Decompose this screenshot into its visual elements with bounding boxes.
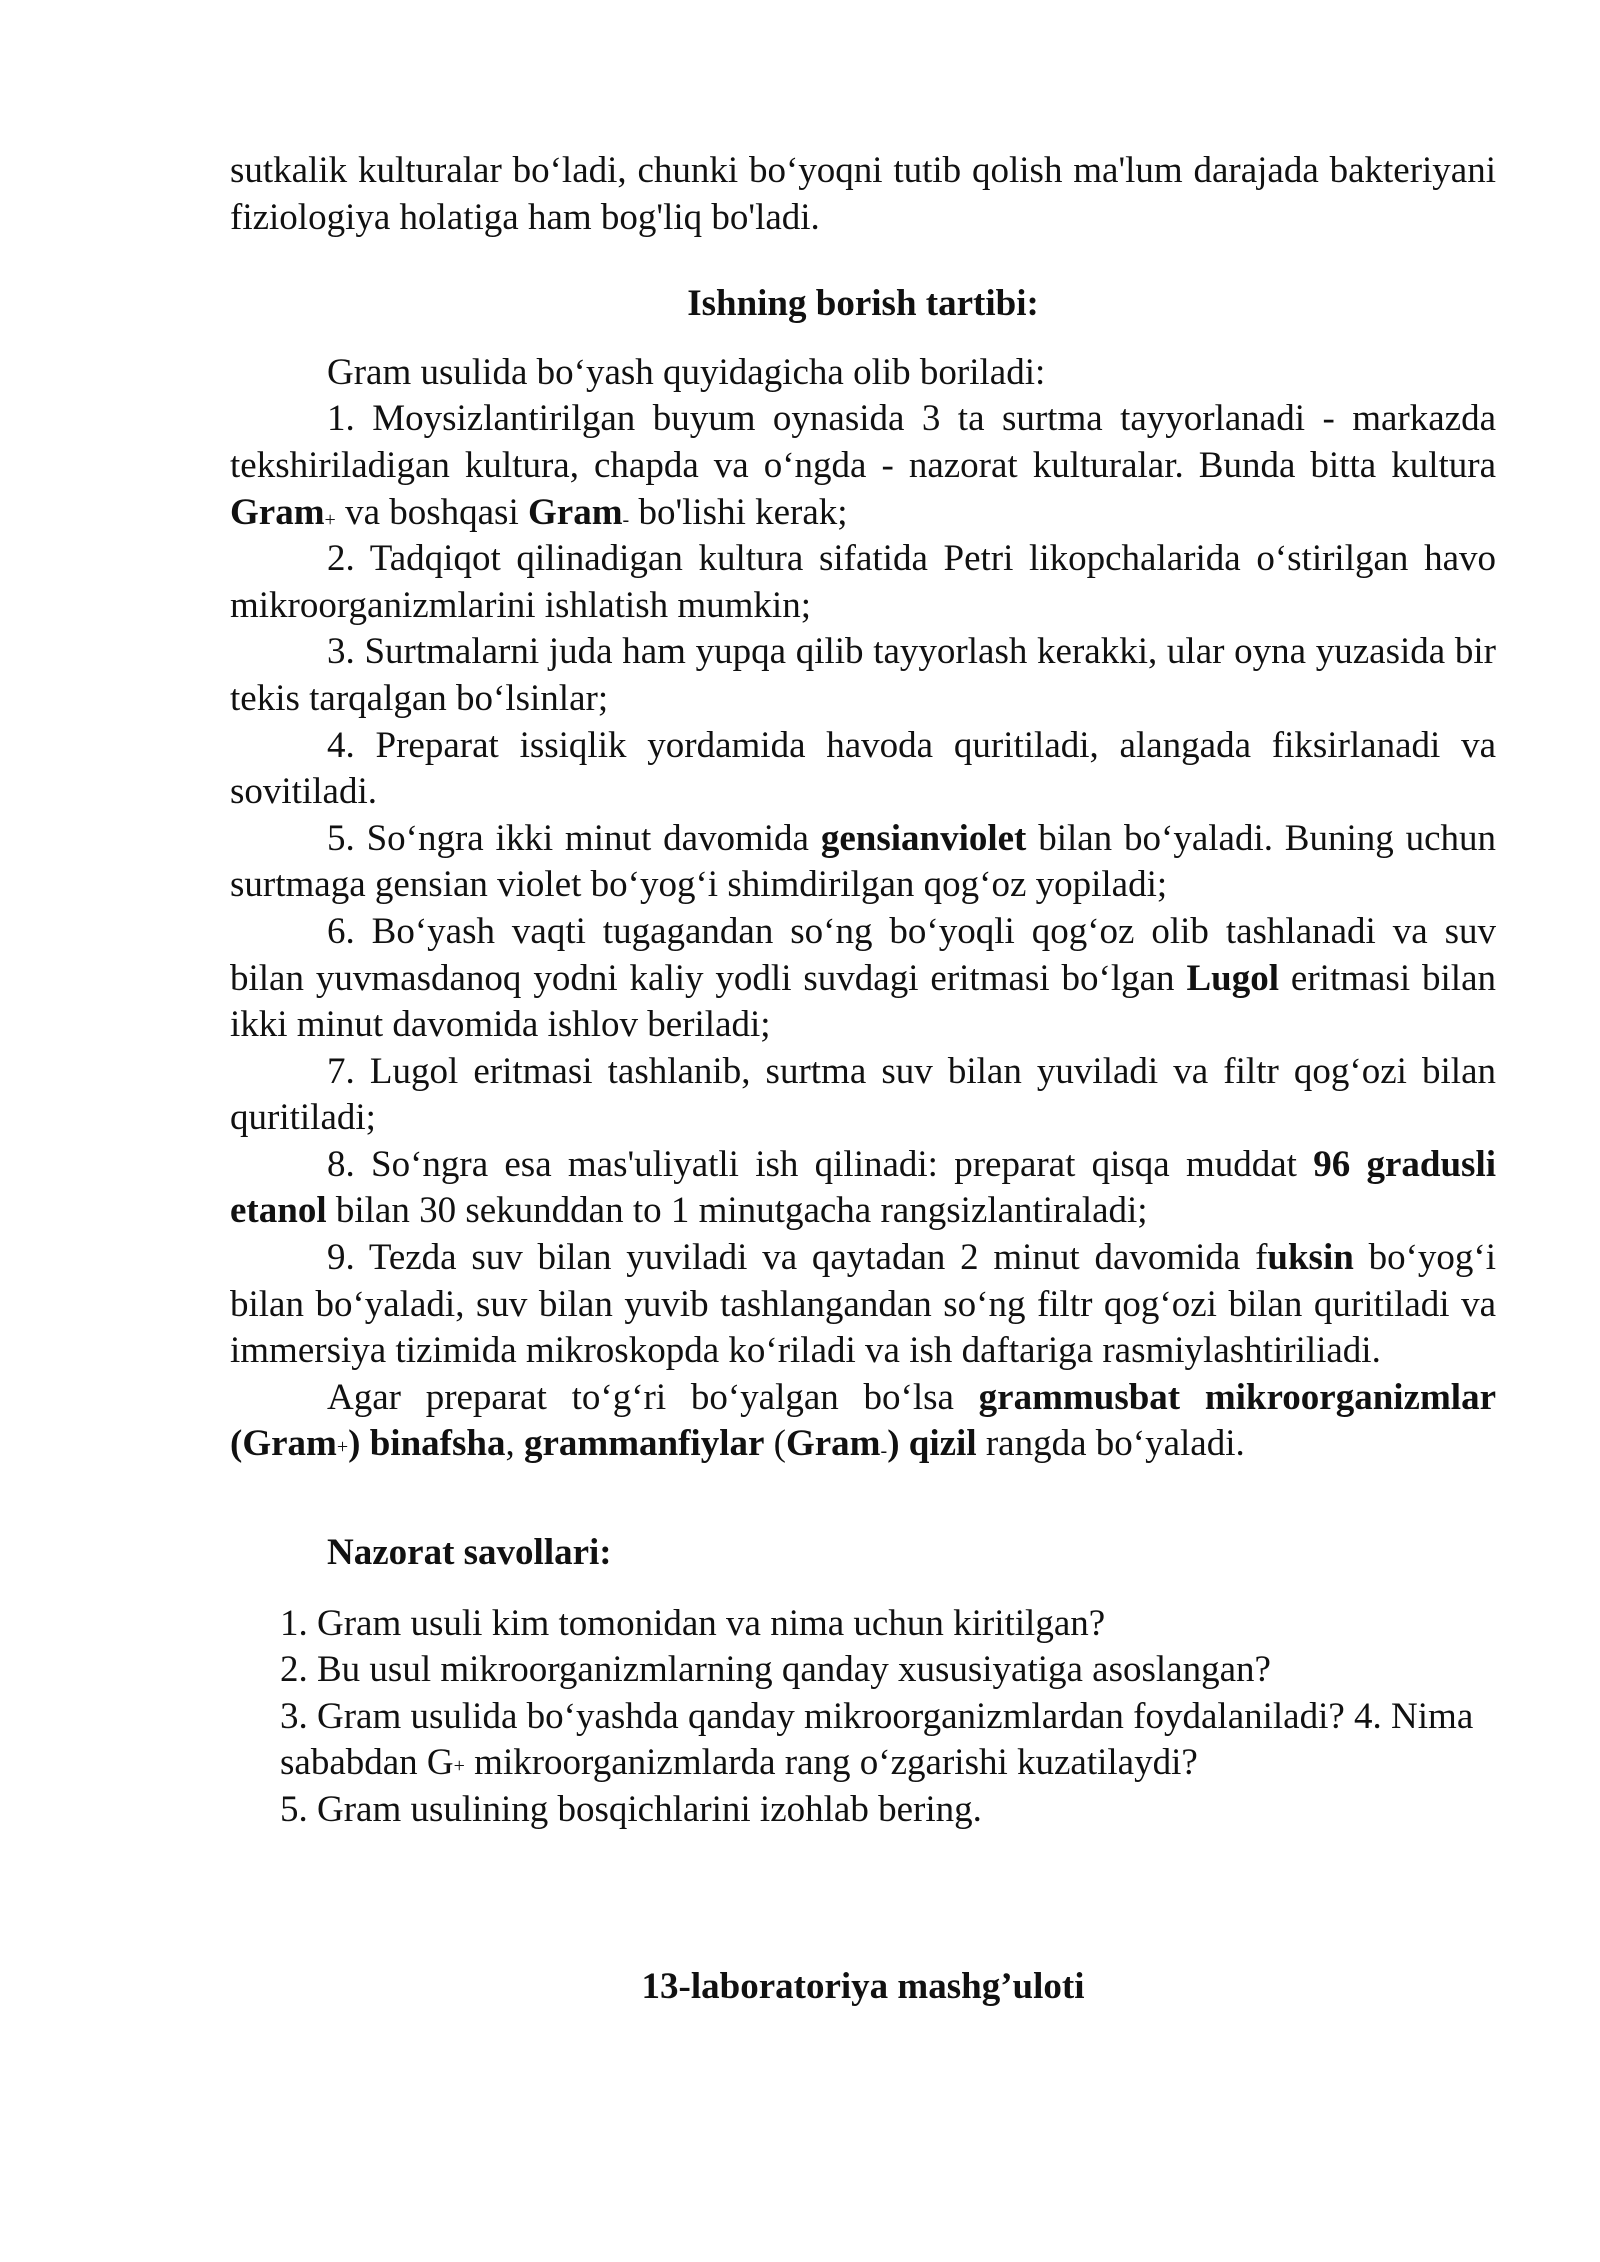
result-text-a: Agar preparat to‘g‘ri bo‘yalgan bo‘lsa — [327, 1376, 979, 1418]
step-1-text-d: bo'lishi kerak; — [629, 491, 848, 533]
etanol-term: 96 gradusli etanol — [230, 1143, 1497, 1232]
question-5: 5. Gram usulining bosqichlarini izohlab bering. — [280, 1789, 982, 1830]
step-9-text-a: 9. Tezda suv bilan yuviladi va qaytadan 2 minut davomida f — [327, 1237, 1268, 1279]
step-5-text-a: 5. So‘ngra ikki minut davomida — [327, 817, 821, 859]
step-8-text-c: bilan 30 sekunddan to 1 minutgacha rangsizlantiraladi; — [326, 1190, 1148, 1232]
step-6-text-c: eritmasi bilan ikki minut davomida ishlov beriladi; — [230, 957, 1496, 1046]
binafsha-term: ) binafsha — [348, 1423, 506, 1465]
intro-paragraph: sutkalik kulturalar bo‘ladi, chunki bo‘yoqni tutib qolish ma'lum darajada bakteriyani fiziologiya holatiga ham bog'liq bo'ladi. — [230, 150, 1496, 238]
step-6-text-a: 6. Bo‘yash vaqti tugagandan so‘ng bo‘yoqli qog‘oz olib tashlanadi va suv bilan yuvmasdanoq yodni kaliy yodli suvdagi eritmasi bo‘lgan — [230, 910, 1496, 999]
lugol-term: Lugol — [1186, 957, 1279, 999]
step-8-text-a: 8. So‘ngra esa mas'uliyatli ish qilinadi: preparat qisqa muddat — [327, 1143, 1314, 1185]
question-4-text-b: mikroorganizmlarda rang o‘zgarishi kuzatilaydi? — [464, 1742, 1198, 1784]
control-questions-list — [280, 1601, 1496, 1834]
step-1-text-a: 1. Moysizlantirilgan buyum oynasida 3 ta surtma tayyorlanadi - markazda tekshiriladigan kultura, chapda va o‘ngda - nazorat kulturalar. Bunda bitta kultura — [230, 398, 1496, 486]
procedure-lead: Gram usulida bo‘yash quyidagicha olib boriladi: — [327, 351, 1046, 393]
procedure-heading: Ishning borish tartibi: — [687, 283, 1039, 325]
grammusbat-term: grammusbat mikroorganizmlar (Gram — [230, 1376, 1496, 1465]
gram-plus-sign: + — [336, 1436, 349, 1459]
step-6 — [230, 909, 1496, 1049]
result-paren: ( — [764, 1423, 786, 1465]
next-section-heading: 13-laboratoriya mashg’uloti — [641, 1965, 1085, 2007]
gensianviolet-term: gensianviolet — [820, 817, 1027, 859]
result-comma: , — [505, 1423, 524, 1465]
question-3-text-a: 3. Gram usulida bo‘yashda qanday mikroorganizmlardan foydalaniladi? 4. Nima sababdan G — [280, 1695, 1474, 1784]
result-paragraph — [230, 1375, 1496, 1468]
step-4: 4. Preparat issiqlik yordamida havoda quritiladi, alangada fiksirlanadi va sovitiladi. — [230, 724, 1496, 813]
grammanfiylar-term: grammanfiylar — [523, 1423, 765, 1465]
step-3: 3. Surtmalarni juda ham yupqa qilib tayyorlash kerakki, ular oyna yuzasida bir tekis tarqalgan bo‘lsinlar; — [230, 631, 1496, 719]
gram-term: Gram — [528, 491, 623, 533]
step-1 — [230, 396, 1496, 536]
gram-plus-sign: + — [324, 508, 336, 531]
step-8 — [230, 1142, 1496, 1235]
gram-plus-sign: + — [453, 1755, 465, 1778]
step-9-text-c: bo‘yog‘i bilan bo‘yaladi, suv bilan yuvib tashlangandan so‘ng filtr qog‘ozi bilan quritiladi va immersiya tizimida mikroskopda ko‘riladi va ish daftariga rasmiylashtiriliadi. — [230, 1237, 1496, 1372]
gram-minus-sign: - — [880, 1440, 888, 1463]
question-1: 1. Gram usuli kim tomonidan va nima uchun kiritilgan? — [280, 1602, 1106, 1644]
gram-term: Gram — [785, 1423, 881, 1465]
step-1-text-c: va boshqasi — [335, 491, 528, 533]
question-2: 2. Bu usul mikroorganizmlarning qanday xususiyatiga asoslangan? — [280, 1649, 1271, 1691]
step-5-text-c: bilan bo‘yaladi. Buning uchun surtmaga gensian violet bo‘yog‘i shimdirilgan qog‘oz yopiladi; — [230, 817, 1496, 906]
document-page — [230, 148, 1496, 2010]
step-5 — [230, 816, 1496, 909]
result-text-e: rangda bo‘yaladi. — [976, 1423, 1245, 1465]
gram-term: Gram — [230, 491, 325, 533]
step-9 — [230, 1235, 1496, 1375]
control-questions-heading: Nazorat savollari: — [327, 1532, 612, 1574]
step-2: 2. Tadqiqot qilinadigan kultura sifatida Petri likopchalarida o‘stirilgan havo mikroorganizmlarini ishlatish mumkin; — [230, 538, 1496, 626]
question-3-4 — [280, 1694, 1496, 1787]
gram-minus-sign: - — [622, 508, 630, 531]
step-7: 7. Lugol eritmasi tashlanib, surtma suv bilan yuviladi va filtr qog‘ozi bilan quritiladi; — [230, 1050, 1496, 1139]
fuksin-term: uksin — [1267, 1237, 1354, 1279]
qizil-term: ) qizil — [887, 1423, 977, 1465]
